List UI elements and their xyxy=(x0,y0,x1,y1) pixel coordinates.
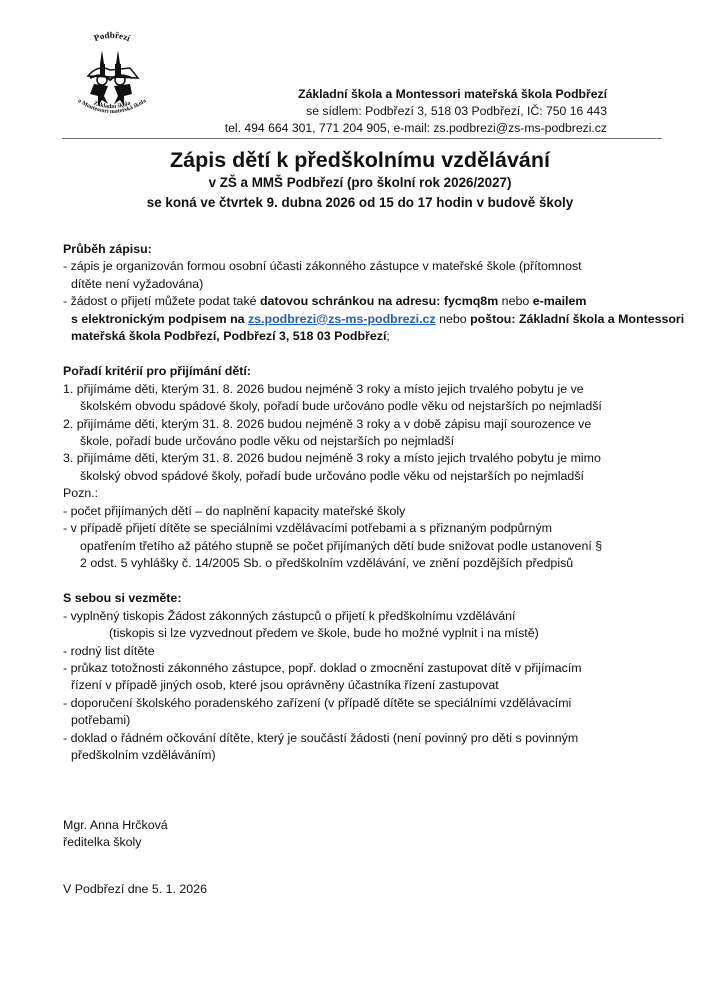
list-item: - doklad o řádném očkování dítěte, který je součástí žádosti (není povinný pro děti s povinným xyxy=(63,730,579,745)
subtitle-school-year: v ZŠ a MMŠ Podbřezí (pro školní rok 2026/2027) xyxy=(208,175,512,190)
section-heading: S sebou si vezměte: xyxy=(63,591,182,606)
criterion-item-continuation: školský obvod spádové školy, pořadí bude určováno podle věku od nejstarších po nejmladší xyxy=(80,468,584,483)
org-name: Základní škola a Montessori mateřská škola Podbřezí xyxy=(298,87,607,101)
text-span-bold: s elektronickým podpisem na xyxy=(71,311,248,326)
criterion-item-continuation: škole, pořadí bude určováno podle věku od nejstarších po nejmladší xyxy=(80,434,455,449)
text-span: nebo xyxy=(498,294,533,309)
note-label: Pozn.: xyxy=(63,486,99,501)
list-item xyxy=(63,293,653,310)
list-item: - rodný list dítěte xyxy=(63,643,155,658)
list-item-continuation: předškolním vzděláváním) xyxy=(71,747,216,762)
email-link[interactable]: zs.podbrezi@zs-ms-podbrezi.cz xyxy=(247,311,436,326)
criterion-item: 3. přijímáme děti, kterým 31. 8. 2026 budou nejméně 3 roky a místo jejich trvalého pobytu je mimo xyxy=(63,451,601,466)
note-item-continuation: 2 odst. 5 vyhlášky č. 14/2005 Sb. o předškolním vzdělávání, ve znění pozdějších předpisů xyxy=(80,555,574,570)
list-item: - doporučení školského poradenského zařízení (v případě dítěte se speciálními vzdělávacími xyxy=(63,695,572,710)
title-block xyxy=(60,147,660,213)
criterion-item: 1. přijímáme děti, kterým 31. 8. 2026 budou nejméně 3 roky a místo jejich trvalého pobytu je ve xyxy=(63,381,584,396)
logo-top-text: Podbřezí xyxy=(92,29,132,44)
list-item-continuation: řízení v případě jiných osob, které jsou oprávněny účastníka řízení zastupovat xyxy=(71,678,499,693)
section-sebou xyxy=(63,590,653,764)
postal-address: poštou: Základní škola a Montessori xyxy=(470,311,685,326)
criterion-item-continuation: školském obvodu spádové školy, pořadí bude určováno podle věku od nejstarších po nejmladší xyxy=(80,399,602,414)
subtitle-date-time: se koná ve čtvrtek 9. dubna 2026 od 15 do 17 hodin v budově školy xyxy=(146,195,574,210)
list-item-continuation: dítěte není vyžadována) xyxy=(71,276,204,291)
letterhead xyxy=(150,86,607,137)
logo-bottom-text-2: a Montessori mateřská škola xyxy=(76,98,148,116)
text-span-bold: e-mailem xyxy=(532,294,587,309)
list-item-note: (tiskopis si lze vyzvednout předem ve škole, bude ho možné vyplnit i na místě) xyxy=(109,626,539,641)
list-item: - zápis je organizován formou osobní účasti zákonného zástupce v mateřské škole (přítomnost xyxy=(63,259,582,274)
signatory-name: Mgr. Anna Hrčková xyxy=(63,818,168,832)
section-heading: Pořadí kritérií pro přijímání dětí: xyxy=(63,364,251,379)
list-item-continuation xyxy=(63,328,653,345)
signature-block xyxy=(63,817,168,852)
svg-text:Podbřezí xyxy=(93,30,132,43)
page-title: Zápis dětí k předškolnímu vzdělávání xyxy=(170,148,550,172)
document-body xyxy=(63,241,685,764)
section-prubeh xyxy=(63,241,685,345)
header-divider xyxy=(62,138,662,139)
note-item-continuation: opatřením třetího až pátého stupně se počet přijímaných dětí bude snižovat podle ustanovení § xyxy=(80,538,603,553)
list-item: - vyplněný tiskopis Žádost zákonných zástupců o přijetí k předškolnímu vzdělávání xyxy=(63,608,516,623)
section-kriteria xyxy=(63,363,653,572)
logo-bottom-text-1: Základní škola xyxy=(92,100,132,111)
list-item: - průkaz totožnosti zákonného zástupce, popř. doklad o zmocnění zastupovat dítě v přijímacím xyxy=(63,660,582,675)
note-item: - v případě přijetí dítěte se speciálními vzdělávacími potřebami a s přiznaným podpůrným xyxy=(63,521,552,536)
list-item-continuation xyxy=(63,311,685,328)
list-item-continuation: potřebami) xyxy=(71,713,131,728)
text-span: ; xyxy=(386,329,390,344)
text-span: nebo xyxy=(435,311,471,326)
postal-address-cont: mateřská škola Podbřezí, Podbřezí 3, 518 03 Podbřezí xyxy=(71,329,387,344)
signatory-role: ředitelka školy xyxy=(63,835,142,850)
section-heading: Průběh zápisu: xyxy=(63,242,152,256)
text-span: - žádost o přijetí můžete podat také xyxy=(63,294,260,309)
criterion-item: 2. přijímáme děti, kterým 31. 8. 2026 budou nejméně 3 roky a v době zápisu mají sourozence ve xyxy=(63,416,592,431)
data-box-address: datovou schránkou na adresu: fycmq8m xyxy=(259,294,499,309)
note-item: - počet přijímaných dětí – do naplnění kapacity mateřské školy xyxy=(63,503,406,518)
issue-date: V Podbřezí dne 5. 1. 2026 xyxy=(63,882,207,896)
org-contact: tel. 494 664 301, 771 204 905, e-mail: zs.podbrezi@zs-ms-podbrezi.cz xyxy=(224,121,607,135)
org-address: se sídlem: Podbřezí 3, 518 03 Podbřezí, IČ: 750 16 443 xyxy=(306,104,607,118)
